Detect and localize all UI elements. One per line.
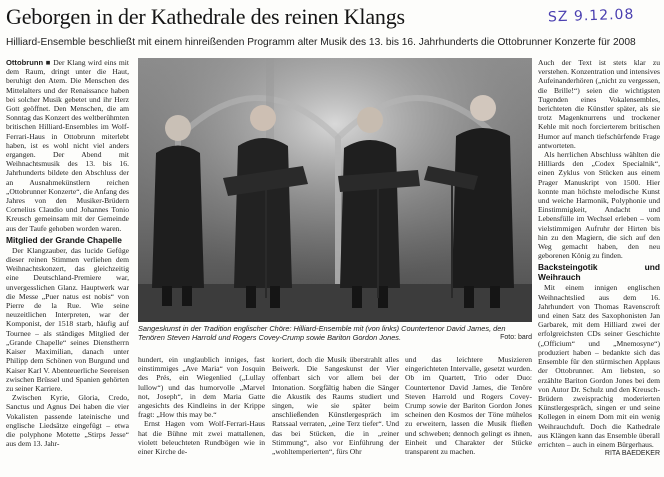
article-column-4 — [405, 355, 532, 473]
section-heading: Backsteingotik und Weihrauch — [538, 262, 660, 283]
subheadline: Hilliard-Ensemble beschließt mit einem hinreißenden Programm alter Musik des 13. bis 16. Jahrhunderts die Ottobrunner Konzerte für 2008 — [6, 37, 636, 48]
author-signature: RITA BAEDEKER — [604, 450, 660, 458]
paragraph: hundert, ein unglaublich inniges, fast einstimmiges „Ave Maria“ von Josquin des Prés, ein Wiegenlied („Lullay lullow“) und das humorvolle „Marvel not, Joseph“, in dem Maria Gatte angesichts des Kindleins in der Krippe fragt: „How this may be.“ — [138, 355, 265, 420]
handwritten-date-stamp: SZ 9.12.08 — [547, 6, 635, 26]
paragraph: Der Klangzauber, das lucide Gefüge dieser reinen Stimmen verliehen dem Weihnachtskonzert, das gleichzeitig eine Deutschland-Premiere war, unvergesslichen Glanz. Hauptwerk war die Messe „Puer natus est nobis“ von Pierre de la Rue. Wie seine neuzeitlichen Interpreten, war der Komponist, der 1518 starb, häufig auf Tournee – als ständiges Mitglied der „Grande Chapelle“ seines Dienstherrn Kaiser Maximilian, danach unter Philipp dem Schönen von Burgund und Kaiser Karl V. Abenteuerliche Seereisen zwischen Brüssel und Spanien gehörten zu seiner Karriere. — [6, 245, 129, 393]
article-column-5 — [538, 58, 660, 472]
paragraph: und das leichtere Musizieren eingerichteten Intervalle, gesetzt wurden. Ob im Quartett, Trio oder Duo: Countertenor David James, die Tenöre Steven Harrold und Rogers Covey-Crump sowie der Bariton Gordon Jones scheinen den Kosmos der Töne mühelos zu erweitern, lassen die Musik fließen und schweben; dennoch gelingt es ihnen, Einheit und Charakter der Stücke transparent zu machen. — [405, 355, 532, 457]
paragraph-text: Der Klang wird eins mit dem Raum, dringt unter die Haut, beruhigt den Atem. Die Menschen des Mittelalters und der Renaissance haben bei solcher Musik gebetet und ihr Herz Gott geöffnet. Den Menschen, die am Sonntag das Konzert des weltberühmten britischen Hilliard-Ensembles im Wolf-Ferrari-Haus in Ottobrunn miterlebt haben, ist es wohl nicht viel anders ergangen. Der Abend mit Weihnachtsmusik des 13. bis 16. Jahrhunderts bildete den Abschluss der an Ausnahmekünstlern reichen „Ottobrunner Konzerte“, die Anfang des Jahres von den Musiker-Brüdern Cornelius Claudio und Johannes Tonio Kreusch gemeinsam mit der Gemeinde aus der Taufe gehoben worden waren. — [6, 58, 129, 233]
article-column-1 — [6, 58, 129, 470]
paragraph: koriert, doch die Musik überstrahlt alles Beiwerk. Die Sangeskunst der Vier offenbart sich vor allem bei der Intonation. Sorgfältig haben die Sänger die Akustik des Raums studiert und singen, wie sie später beim anschließenden Künstlergespräch im Ratssaal verraten, „eine Terz tiefer“. Und das bei Stücken, die in „reiner Stimmung“, also vor Einführung der „wohltemperierten“, fürs Ohr — [272, 355, 399, 457]
paragraph: Ernst Hagen vom Wolf-Ferrari-Haus hat die Bühne mit zwei mattallenen, violett beleuchteten Rundbögen wie in einer Kirche de- — [138, 419, 265, 457]
article-column-2 — [138, 355, 265, 473]
caption-text: Sangeskunst in der Tradition englischer Chöre: Hilliard-Ensemble mit (von links) Countertenor David James, den Tenören Steven Harrold und Rogers Covey-Crump sowie Bariton Gordon Jones. — [138, 324, 506, 342]
paragraph-text: Mit einem innigen englischen Weihnachtslied aus dem 16. Jahrhundert von Thomas Ravenscroft und einen Satz des Saxophonisten Jan Garbarek, mit dem Hilliard zwei der erfolgreichsten CDs seiner Geschichte („Officium“ und „Mnemosyne“) produziert haben – bedankte sich das Ensemble für den stürmischen Applaus der Ottobrunner. Am liebsten, so erzählte Bariton Gordon Jones bei dem von Autor Dr. Schulz und den Kreusch-Brüdern zweisprachig moderierten Künstlergespräch, singen er und seine Kollegen in einem Dom mit ein wenig Weihrauchduft. Doch die Kathedrale aus Klängen kann das Ensemble überall errichten – auch in einem Bürgerhaus. — [538, 283, 660, 449]
paragraph — [538, 283, 660, 458]
ensemble-photo — [138, 58, 532, 322]
paragraph: Auch der Text ist stets klar zu verstehen. Konzentration und intensives Aufeinanderhören („nicht zu vergessen, die Brille!“) seien die wichtigsten Tugenden eines Vokalensembles, berichteten die Künstler später, als sie trotz Magenknurrens und trockener Kehle mit noch forcierterem britischen Humor auf manch tiefschürfende Frage antworteten. — [538, 58, 660, 150]
headline: Geborgen in der Kathedrale des reinen Klangs — [6, 4, 405, 29]
photo-illustration — [138, 58, 532, 322]
article-column-3 — [272, 355, 399, 473]
paragraph — [6, 58, 129, 233]
paragraph: Als herrlichen Abschluss wählten die Hilliards den „Codex Specialnik“, einen Zyklus von Stücken aus einem Prager Manuskript von 1500. Hier konnte man höchste melodische Kunst und weiche Harmonik, Polyphonie und Einstimmigkeit, Andacht und Lebensfülle im Wechsel erleben – vom vielstimmigen Aufruhr der Hirten bis hin zu den Magiern, die sich auf den Weg gemacht haben, den neu geborenen König zu finden. — [538, 150, 660, 261]
photo-caption — [138, 324, 532, 342]
section-heading: Mitglied der Grande Chapelle — [6, 234, 122, 245]
dateline: Ottobrunn ■ — [6, 58, 51, 67]
photo-credit: Foto: bard — [500, 334, 532, 341]
paragraph: Zwischen Kyrie, Gloria, Credo, Sanctus und Agnus Dei haben die vier Vokalisten passende lateinische und englische Liedsätze eingefügt – etwa die polyphone Motette „Stirps Jesse“ aus dem 13. Jahr- — [6, 393, 129, 449]
